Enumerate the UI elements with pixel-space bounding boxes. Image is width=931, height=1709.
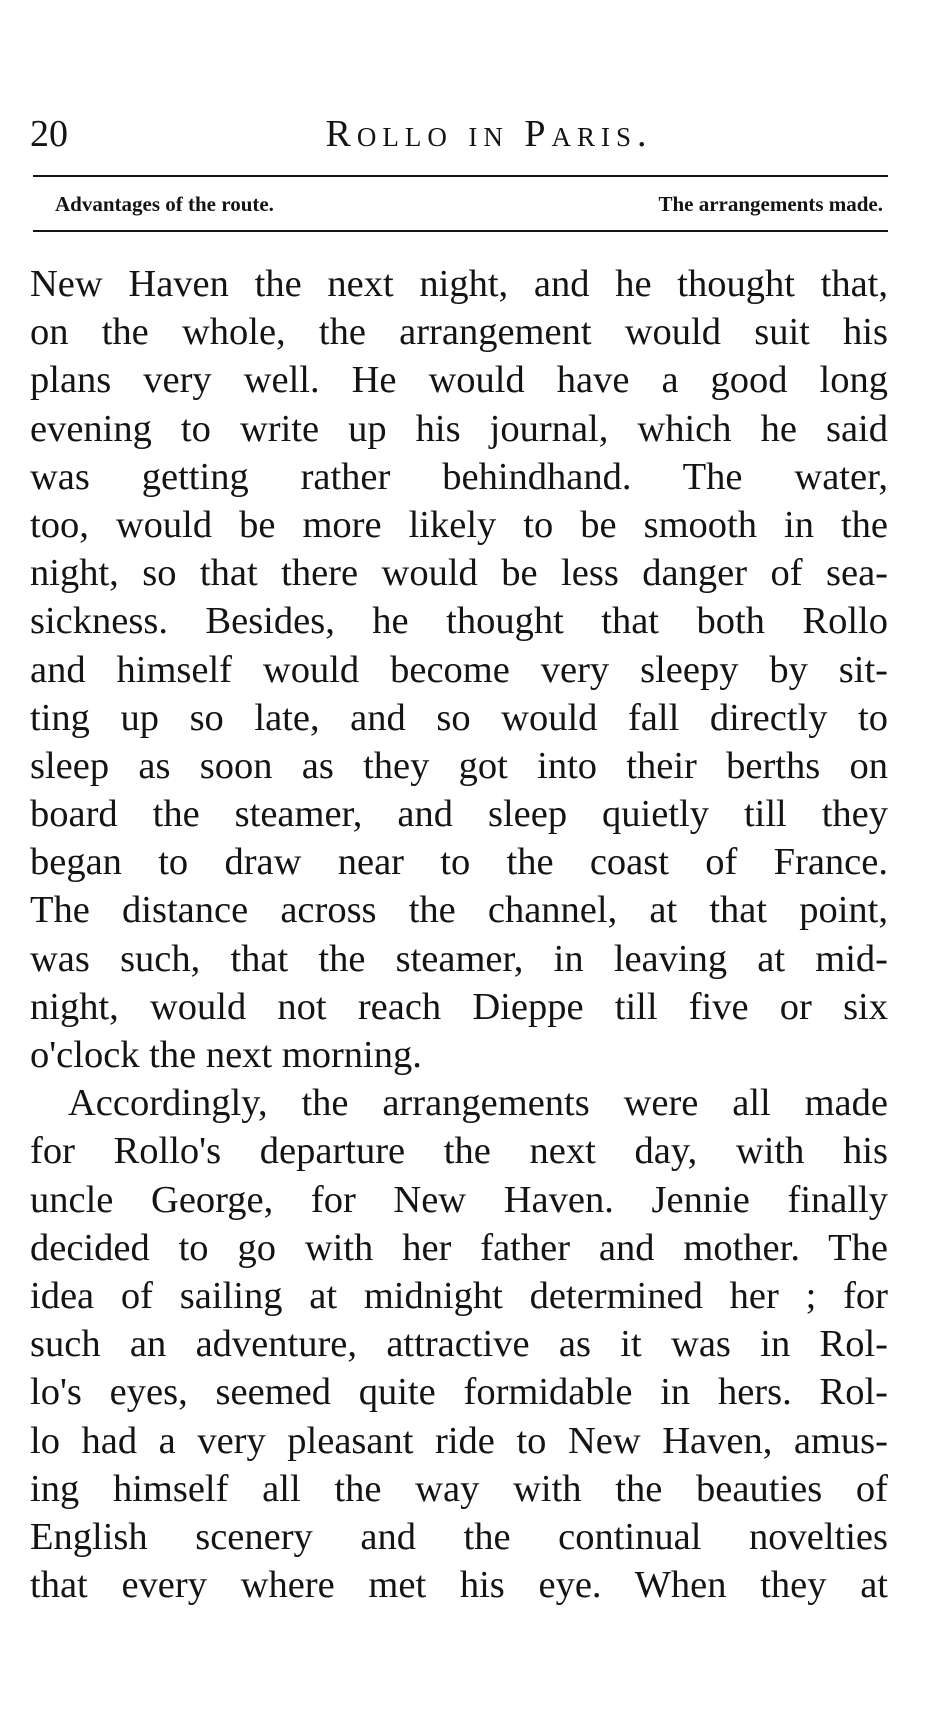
text-line-paragraph-end: o'clock the next morning.: [30, 1034, 422, 1076]
chapter-subheadings: [55, 188, 883, 220]
text-line: New Haven the next night, and he thought that,: [30, 263, 888, 305]
text-line: too, would be more likely to be smooth in the: [30, 503, 888, 546]
text-line-paragraph-start: Accordingly, the arrangements were all made: [68, 1082, 888, 1125]
text-line: such an adventure, attractive as it was in Rol-: [30, 1323, 888, 1366]
text-line: and himself would become very sleepy by sit-: [30, 648, 888, 691]
text-line: was getting rather behindhand. The water,: [30, 455, 888, 498]
subheading-left: Advantages of the route.: [55, 192, 274, 216]
running-title: Rollo in Paris.: [325, 113, 653, 155]
header-rule-top: [33, 175, 888, 177]
header-rule-bottom: [33, 230, 888, 232]
text-line: that every where met his eye. When they at: [30, 1564, 888, 1607]
text-line: night, would not reach Dieppe till five or six: [30, 985, 888, 1028]
text-line: lo had a very pleasant ride to New Haven, amus-: [30, 1419, 888, 1462]
text-line: decided to go with her father and mother. The: [30, 1226, 888, 1269]
text-line: sickness. Besides, he thought that both Rollo: [30, 600, 888, 643]
text-line: plans very well. He would have a good long: [30, 359, 888, 402]
text-line: ing himself all the way with the beauties of: [30, 1467, 888, 1510]
text-line: ting up so late, and so would fall directly to: [30, 696, 888, 739]
body-text: [30, 260, 888, 1609]
text-line: sleep as soon as they got into their berths on: [30, 744, 888, 787]
text-line: for Rollo's departure the next day, with his: [30, 1130, 888, 1173]
text-line: idea of sailing at midnight determined her ; for: [30, 1274, 888, 1317]
text-line: uncle George, for New Haven. Jennie finally: [30, 1178, 888, 1221]
subheading-right: The arrangements made.: [658, 192, 883, 216]
text-line: English scenery and the continual novelties: [30, 1515, 888, 1558]
text-line: The distance across the channel, at that point,: [30, 889, 888, 932]
page-header: [30, 112, 888, 162]
text-line: night, so that there would be less danger of sea-: [30, 552, 888, 595]
page-number: 20: [30, 113, 68, 155]
text-line: was such, that the steamer, in leaving at mid-: [30, 937, 888, 980]
text-line: lo's eyes, seemed quite formidable in hers. Rol-: [30, 1371, 888, 1414]
text-line: board the steamer, and sleep quietly till they: [30, 793, 888, 836]
text-line: evening to write up his journal, which he said: [30, 407, 888, 450]
text-line: on the whole, the arrangement would suit his: [30, 311, 888, 354]
text-line: began to draw near to the coast of France.: [30, 841, 888, 884]
